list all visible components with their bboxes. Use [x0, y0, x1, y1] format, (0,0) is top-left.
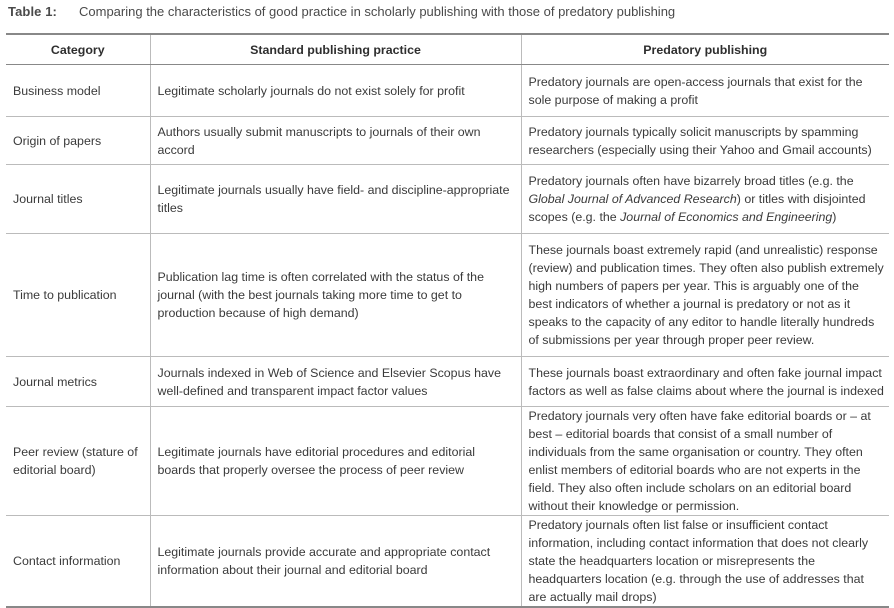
- table-caption-label: Table 1:: [8, 4, 57, 19]
- journal-title-example: Global Journal of Advanced Research: [528, 192, 737, 206]
- predatory-publishing-cell: [521, 165, 889, 234]
- standard-practice-cell: Authors usually submit manuscripts to journals of their own accord: [150, 117, 521, 165]
- table-row: [6, 65, 889, 117]
- table-row: [6, 407, 889, 516]
- table-header-row: [6, 34, 889, 65]
- column-header-standard: Standard publishing practice: [150, 34, 521, 65]
- standard-practice-cell: Legitimate scholarly journals do not exist solely for profit: [150, 65, 521, 117]
- category-cell: Peer review (stature of editorial board): [6, 407, 150, 516]
- standard-practice-cell: Journals indexed in Web of Science and Elsevier Scopus have well-defined and transparent impact factor values: [150, 357, 521, 407]
- predatory-publishing-cell: Predatory journals very often have fake editorial boards or – at best – editorial boards that consist of a small number of individuals from the same organisation or country. They often enlist members of editorial boards who are not experts in the field. They also often include scholars on an editorial board without their knowledge or permission.: [521, 407, 889, 516]
- table-row: [6, 234, 889, 357]
- table-row: [6, 357, 889, 407]
- category-cell: Time to publication: [6, 234, 150, 357]
- category-cell: Origin of papers: [6, 117, 150, 165]
- column-header-category: Category: [6, 34, 150, 65]
- table-row: [6, 516, 889, 608]
- predatory-text-part: ) or titles with disjointed scopes (e.g. the: [528, 192, 866, 224]
- standard-practice-cell: Legitimate journals provide accurate and appropriate contact information about their journal and editorial board: [150, 516, 521, 608]
- predatory-publishing-cell: These journals boast extremely rapid (and unrealistic) response (review) and publication times. They often also publish extremely high numbers of papers per year. This is arguably one of the best indicators of whether a journal is predatory or not as it speaks to the capacity of any editor to handle literally hundreds of submissions per year through proper peer review.: [521, 234, 889, 357]
- category-cell: Business model: [6, 65, 150, 117]
- table-caption: [8, 4, 675, 19]
- table-caption-text: Comparing the characteristics of good practice in scholarly publishing with those of predatory publishing: [79, 4, 676, 19]
- standard-practice-cell: Legitimate journals have editorial procedures and editorial boards that properly oversee the process of peer review: [150, 407, 521, 516]
- journal-title-example: Journal of Economics and Engineering: [620, 210, 833, 224]
- predatory-text-part: Predatory journals often have bizarrely broad titles (e.g. the: [528, 174, 854, 188]
- predatory-publishing-cell: These journals boast extraordinary and often fake journal impact factors as well as false claims about where the journal is indexed: [521, 357, 889, 407]
- predatory-publishing-cell: Predatory journals are open-access journals that exist for the sole purpose of making a profit: [521, 65, 889, 117]
- category-cell: Journal titles: [6, 165, 150, 234]
- category-cell: Journal metrics: [6, 357, 150, 407]
- predatory-publishing-cell: Predatory journals often list false or insufficient contact information, including contact information that does not clearly state the headquarters location or misrepresents the headquarters location (e.g. through the use of addresses that are actually mail drops): [521, 516, 889, 608]
- column-header-predatory: Predatory publishing: [521, 34, 889, 65]
- table-row: [6, 165, 889, 234]
- predatory-publishing-cell: Predatory journals typically solicit manuscripts by spamming researchers (especially using their Yahoo and Gmail accounts): [521, 117, 889, 165]
- table-row: [6, 117, 889, 165]
- predatory-text-part: ): [832, 210, 837, 224]
- category-cell: Contact information: [6, 516, 150, 608]
- comparison-table: [6, 33, 889, 608]
- standard-practice-cell: Publication lag time is often correlated with the status of the journal (with the best journals taking more time to get to production because of high demand): [150, 234, 521, 357]
- standard-practice-cell: Legitimate journals usually have field- and discipline-appropriate titles: [150, 165, 521, 234]
